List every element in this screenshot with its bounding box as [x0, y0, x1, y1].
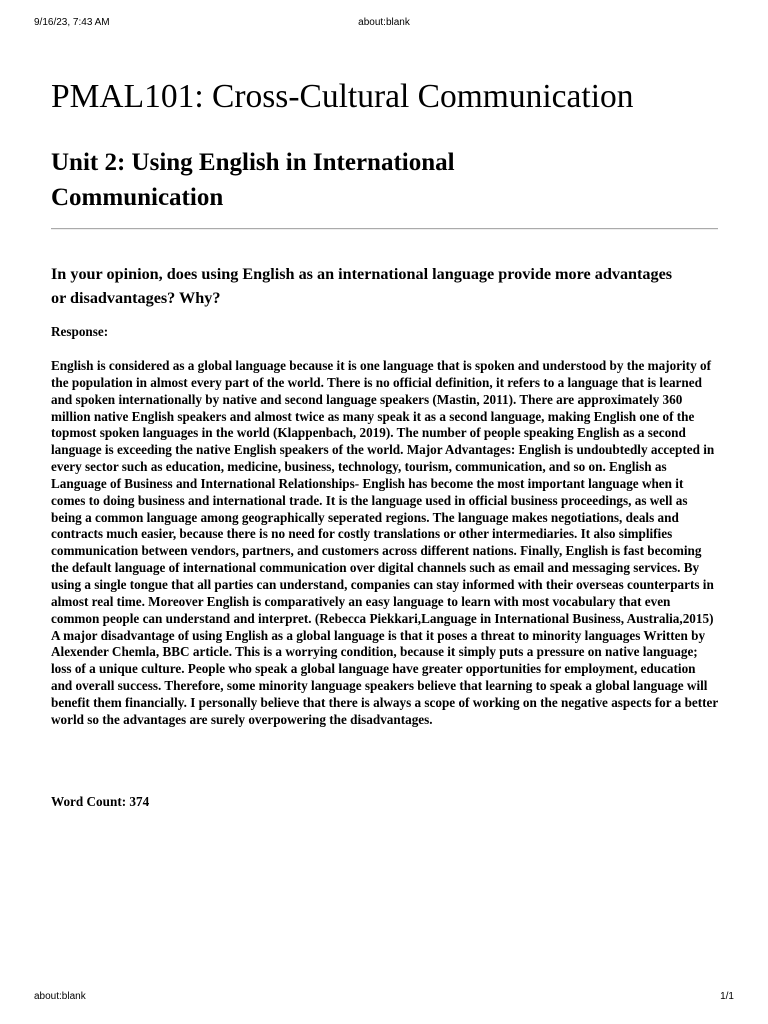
question-heading: In your opinion, does using English as an international language provide more advantages or disadvantages? Why? — [51, 265, 673, 307]
word-count: Word Count: 374 — [51, 794, 150, 809]
response-body: English is considered as a global language because it is one language that is spoken and understood by the majority of the population in almost every part of the world. There is no official definition, it refers to a language that is learned and spoken internationally by native and second language speakers (Mastin, 2011). There are approximately 360 million native English speakers and almost twice as many speak it as a second language, making English one of the topmost spoken languages in the world (Klappenbach, 2019). The number of people speaking English as a second language is exceeding the native English speakers of the world. Major Advantages: English is undoubtedly accepted in every sector such as education, medicine, business, technology, tourism, communication, and so on. English as Language of Business and International Relationships- English has become the most important language when it comes to doing business and international trade. It is the language used in official business proceedings, as well as being a common language among geographically seperated regions. The language makes negotiations, deals and contracts much easier, because there is no need for costly translations or other intermediaries. It also simplifies communication between vendors, partners, and customers across different nations. Finally, English is fast becoming the default language of international communication over digital channels such as email and messaging services. By using a single tongue that all parties can understand, companies can stay informed with their overseas counterparts in almost real time. Moreover English is comparatively an easy language to learn with most vocabulary that even common people can understand and interpret. (Rebecca Piekkari,Language in International Business, Australia,2015) A major disadvantage of using English as a global language is that it poses a threat to minority languages Written by Alexender Chemla, BBC article. This is a worrying condition, because it simply puts a pressure on native language; loss of a unique culture. People who speak a global language have greater opportunities for employment, education and overall success. Therefore, some minority language speakers believe that learning to speak a global language will benefit them financially. I personally believe that there is always a scope of working on the negative aspects for a better world so the advantages are surely overpowering the disadvantages. — [51, 358, 719, 727]
print-datetime: 9/16/23, 7:43 AM — [34, 17, 110, 28]
print-page-title: about:blank — [358, 17, 410, 28]
print-footer — [34, 991, 734, 1005]
response-label: Response: — [51, 324, 109, 339]
print-header — [34, 17, 734, 31]
document-subtitle: Unit 2: Using English in International Communication — [51, 149, 455, 211]
print-page-number: 1/1 — [720, 991, 734, 1002]
horizontal-divider — [51, 228, 718, 230]
print-url: about:blank — [34, 991, 86, 1002]
document-title: PMAL101: Cross-Cultural Communication — [51, 78, 634, 115]
